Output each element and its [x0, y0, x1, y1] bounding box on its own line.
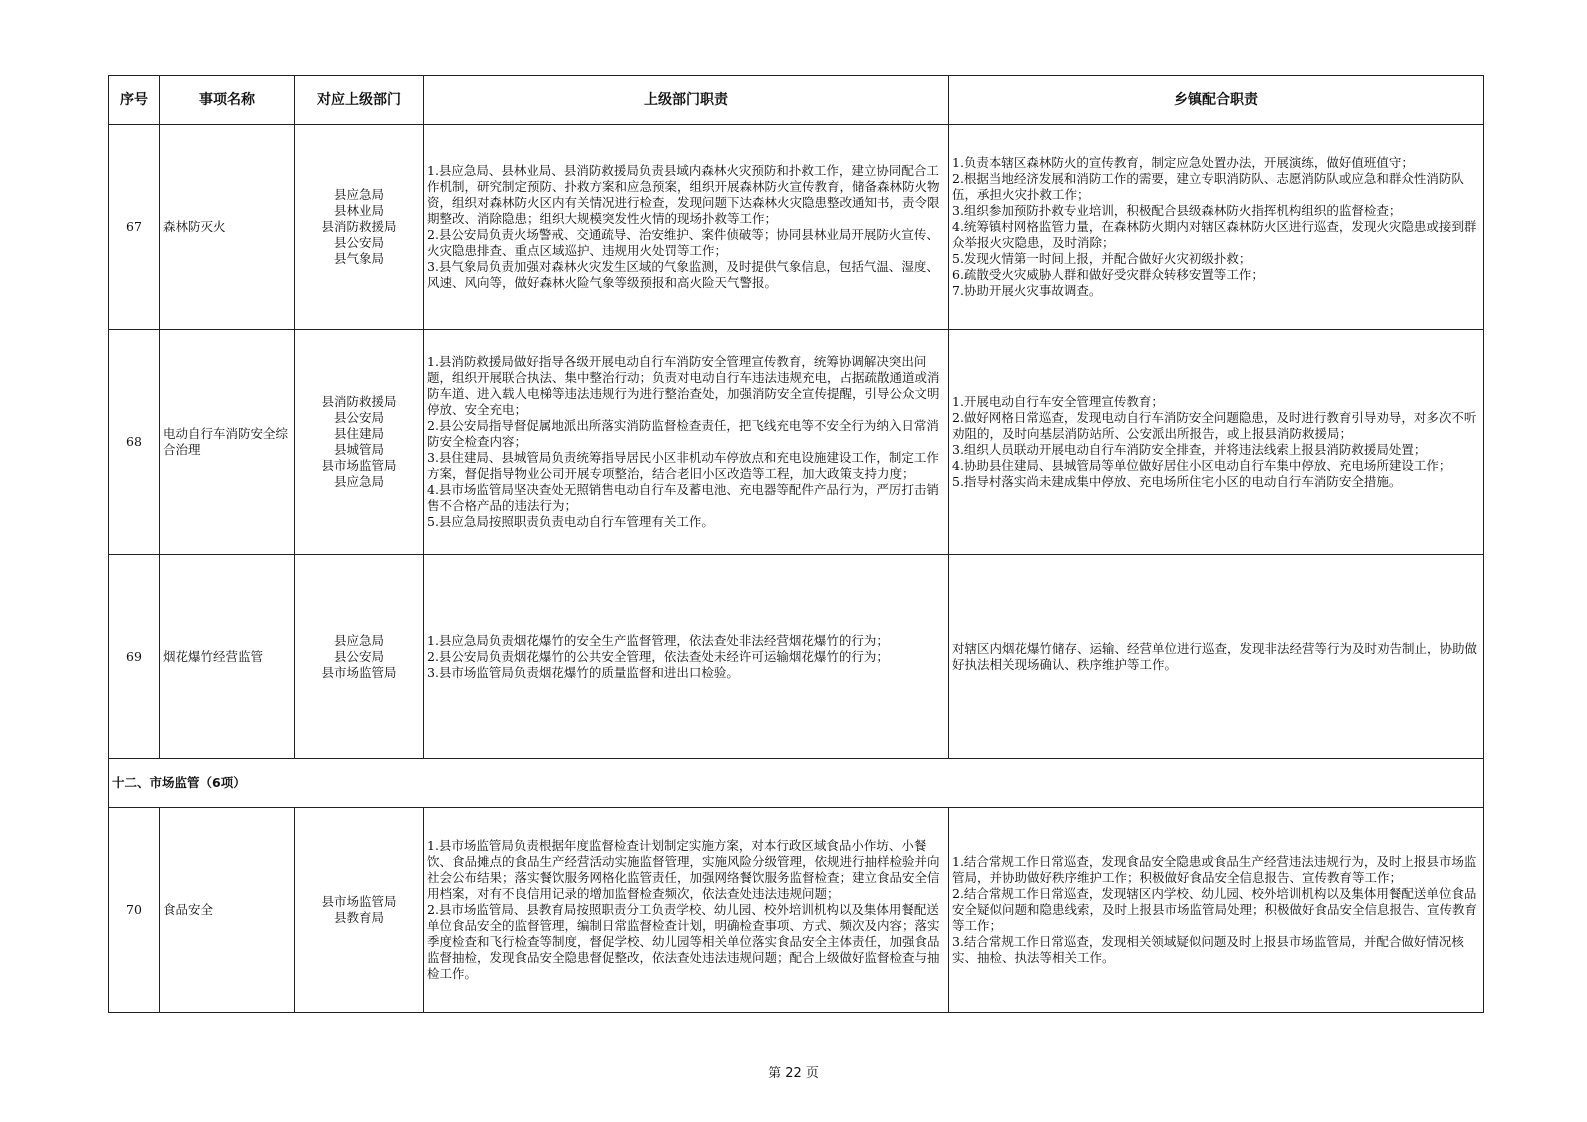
dept-entry: 县应急局	[333, 187, 384, 202]
row-item-name: 电动自行车消防安全综合治理	[160, 330, 295, 555]
table-row	[109, 555, 1484, 759]
dept-entry: 县公安局	[333, 648, 384, 664]
dept-entry: 县消防救援局	[321, 394, 397, 409]
row-upper-duty	[424, 330, 949, 555]
header-name: 事项名称	[160, 76, 295, 125]
row-dept-list	[295, 808, 424, 1013]
duty-item: 2.结合常规工作日常巡查，发现辖区内学校、幼儿园、校外培训机构以及集体用餐配送单位食品安全疑似问题和隐患线索，及时上报县市场监管局处理；积极做好食品安全信息报告、宣传教育等工作；	[952, 886, 1478, 933]
header-dept: 对应上级部门	[295, 76, 424, 125]
row-seq: 68	[109, 330, 160, 555]
row-town-duty	[949, 125, 1484, 330]
duty-item: 3.县市场监管局负责烟花爆竹的质量监督和进出口检验。	[427, 664, 739, 680]
duty-item: 3.县住建局、县城管局负责统筹指导居民小区非机动车停放点和充电设施建设工作，制定工作方案，督促指导物业公司开展专项整治，结合老旧小区改造等工程，加大政策支持力度；	[427, 450, 939, 481]
duty-item: 4.协助县住建局、县城管局等单位做好居住小区电动自行车集中停放、充电场所建设工作；	[952, 458, 1452, 473]
duty-item: 7.协助开展火灾事故调查。	[952, 283, 1102, 298]
header-town-duty: 乡镇配合职责	[949, 76, 1484, 125]
section-row	[109, 759, 1484, 808]
duty-item: 4.县市场监管局坚决查处无照销售电动自行车及蓄电池、充电器等配件产品行为，严厉打击销售不合格产品的违法行为；	[427, 482, 939, 513]
dept-entry: 县城管局	[333, 442, 384, 457]
duty-item: 1.县应急局、县林业局、县消防救援局负责县域内森林火灾预防和扑救工作，建立协同配合工作机制，研究制定预防、扑救方案和应急预案，组织开展森林防火宣传教育，储备森林防火物资，组织对森林防火区内有关情况进行检查，发现问题下达森林火灾隐患整改通知书，责令限期整改、消除隐患；组织大规模突发性火情的现场扑救等工作；	[427, 163, 940, 226]
duty-item: 2.县公安局指导督促属地派出所落实消防监督检查责任，把飞线充电等不安全行为纳入日常消防安全检查内容；	[427, 418, 939, 449]
duty-item: 2.县公安局负责烟花爆竹的公共安全管理，依法查处未经许可运输烟花爆竹的行为；	[427, 648, 889, 664]
row-dept-list	[295, 555, 424, 759]
dept-entry: 县住建局	[333, 426, 384, 441]
duty-item: 6.疏散受火灾威胁人群和做好受灾群众转移安置等工作；	[952, 267, 1264, 282]
duty-item: 1.县应急局负责烟花爆竹的安全生产监督管理，依法查处非法经营烟花爆竹的行为；	[427, 632, 889, 648]
row-town-duty	[949, 555, 1484, 759]
dept-entry: 县教育局	[333, 910, 384, 925]
row-upper-duty	[424, 125, 949, 330]
duty-table	[108, 75, 1484, 1013]
duty-item: 2.县市场监管局、县教育局按照职责分工负责学校、幼儿园、校外培训机构以及集体用餐配送单位食品安全的监督管理，编制日常监督检查计划，明确检查事项、方式、频次及内容；落实季度检查和飞行检查等制度，督促学校、幼儿园等相关单位落实食品安全主体责任，加强食品监督抽检，发现食品安全隐患督促整改，依法查处违法违规问题；配合上级做好监督检查与抽检工作。	[427, 902, 940, 981]
dept-entry: 县林业局	[333, 203, 384, 218]
row-dept-list	[295, 330, 424, 555]
duty-item: 5.发现火情第一时间上报，并配合做好火灾初级扑救；	[952, 251, 1252, 266]
duty-item: 5.县应急局按照职责负责电动自行车管理有关工作。	[427, 514, 714, 529]
duty-item: 1.县消防救援局做好指导各级开展电动自行车消防安全管理宣传教育，统筹协调解决突出问题，组织开展联合执法、集中整治行动；负责对电动自行车违法违规充电，占据疏散通道或消防车道、进入载人电梯等违法违规行为进行整治查处，加强消防安全宣传提醒，引导公众文明停放、安全充电；	[427, 354, 940, 417]
duty-item: 2.根据当地经济发展和消防工作的需要，建立专职消防队、志愿消防队或应急和群众性消防队伍，承担火灾扑救工作；	[952, 171, 1464, 202]
header-row	[109, 76, 1484, 125]
page-number: 第 22 页	[768, 1066, 819, 1081]
duty-item: 3.结合常规工作日常巡查，发现相关领域疑似问题及时上报县市场监管局，并配合做好情况核实、抽检、执法等相关工作。	[952, 934, 1464, 965]
duty-item: 3.组织人员联动开展电动自行车消防安全排查，并将违法线索上报县消防救援局处置；	[952, 442, 1427, 457]
row-town-duty	[949, 808, 1484, 1013]
dept-entry: 县消防救援局	[321, 219, 397, 234]
dept-entry: 县公安局	[333, 410, 384, 425]
duty-item: 1.负责本辖区森林防火的宣传教育，制定应急处置办法，开展演练，做好值班值守；	[952, 155, 1414, 170]
duty-item: 3.县气象局负责加强对森林火灾发生区域的气象监测，及时提供气象信息，包括气温、湿度、风速、风向等，做好森林火险气象等级预报和高火险天气警报。	[427, 259, 939, 290]
row-item-name: 食品安全	[160, 808, 295, 1013]
header-upper-duty: 上级部门职责	[424, 76, 949, 125]
table-row	[109, 330, 1484, 555]
duty-item: 2.做好网格日常巡查，发现电动自行车消防安全问题隐患，及时进行教育引导劝导，对多次不听劝阻的，及时向基层消防站所、公安派出所报告，或上报县消防救援局；	[952, 410, 1477, 441]
row-upper-duty	[424, 555, 949, 759]
dept-entry: 县公安局	[333, 235, 384, 250]
row-seq: 70	[109, 808, 160, 1013]
section-title: 十二、市场监管（6项）	[109, 759, 1484, 808]
duty-item: 1.开展电动自行车安全管理宣传教育；	[952, 394, 1164, 409]
row-item-name: 森林防灭火	[160, 125, 295, 330]
dept-entry: 县气象局	[333, 251, 384, 266]
row-seq: 69	[109, 555, 160, 759]
dept-entry: 县市场监管局	[321, 894, 397, 909]
duty-item: 对辖区内烟花爆竹储存、运输、经营单位进行巡查，发现非法经营等行为及时劝告制止，协助做好执法相关现场确认、秩序维护等工作。	[952, 640, 1478, 672]
duty-item: 5.指导村落实尚未建成集中停放、充电场所住宅小区的电动自行车消防安全措施。	[952, 474, 1402, 489]
row-town-duty	[949, 330, 1484, 555]
duty-item: 1.县市场监管局负责根据年度监督检查计划制定实施方案，对本行政区域食品小作坊、小餐饮、食品摊点的食品生产经营活动实施监督管理，实施风险分级管理，依规进行抽样检验并向社会公布结果；落实餐饮服务网格化监管责任，加强网络餐饮服务监督检查；建立食品安全信用档案，对有不良信用记录的增加监督检查频次，依法查处违法违规问题；	[427, 838, 940, 901]
table-row	[109, 125, 1484, 330]
dept-entry: 县市场监管局	[321, 458, 397, 473]
row-item-name: 烟花爆竹经营监管	[160, 555, 295, 759]
duty-item: 2.县公安局负责火场警戒、交通疏导、治安维护、案件侦破等；协同县林业局开展防火宣传、火灾隐患排查、重点区域巡护、违规用火处罚等工作；	[427, 227, 939, 258]
header-seq: 序号	[109, 76, 160, 125]
dept-entry: 县应急局	[333, 632, 384, 648]
dept-entry: 县应急局	[333, 474, 384, 489]
duty-item: 1.结合常规工作日常巡查，发现食品安全隐患或食品生产经营违法违规行为，及时上报县市场监管局，并协助做好秩序维护工作；积极做好食品安全信息报告、宣传教育等工作；	[952, 854, 1477, 885]
row-upper-duty	[424, 808, 949, 1013]
duty-item: 4.统筹镇村网格监管力量，在森林防火期内对辖区森林防火区进行巡查，发现火灾隐患或接到群众举报火灾隐患，及时消除；	[952, 219, 1477, 250]
table-row	[109, 808, 1484, 1013]
row-seq: 67	[109, 125, 160, 330]
duty-item: 3.组织参加预防扑救专业培训，积极配合县级森林防火指挥机构组织的监督检查；	[952, 203, 1402, 218]
row-dept-list	[295, 125, 424, 330]
dept-entry: 县市场监管局	[321, 664, 397, 680]
